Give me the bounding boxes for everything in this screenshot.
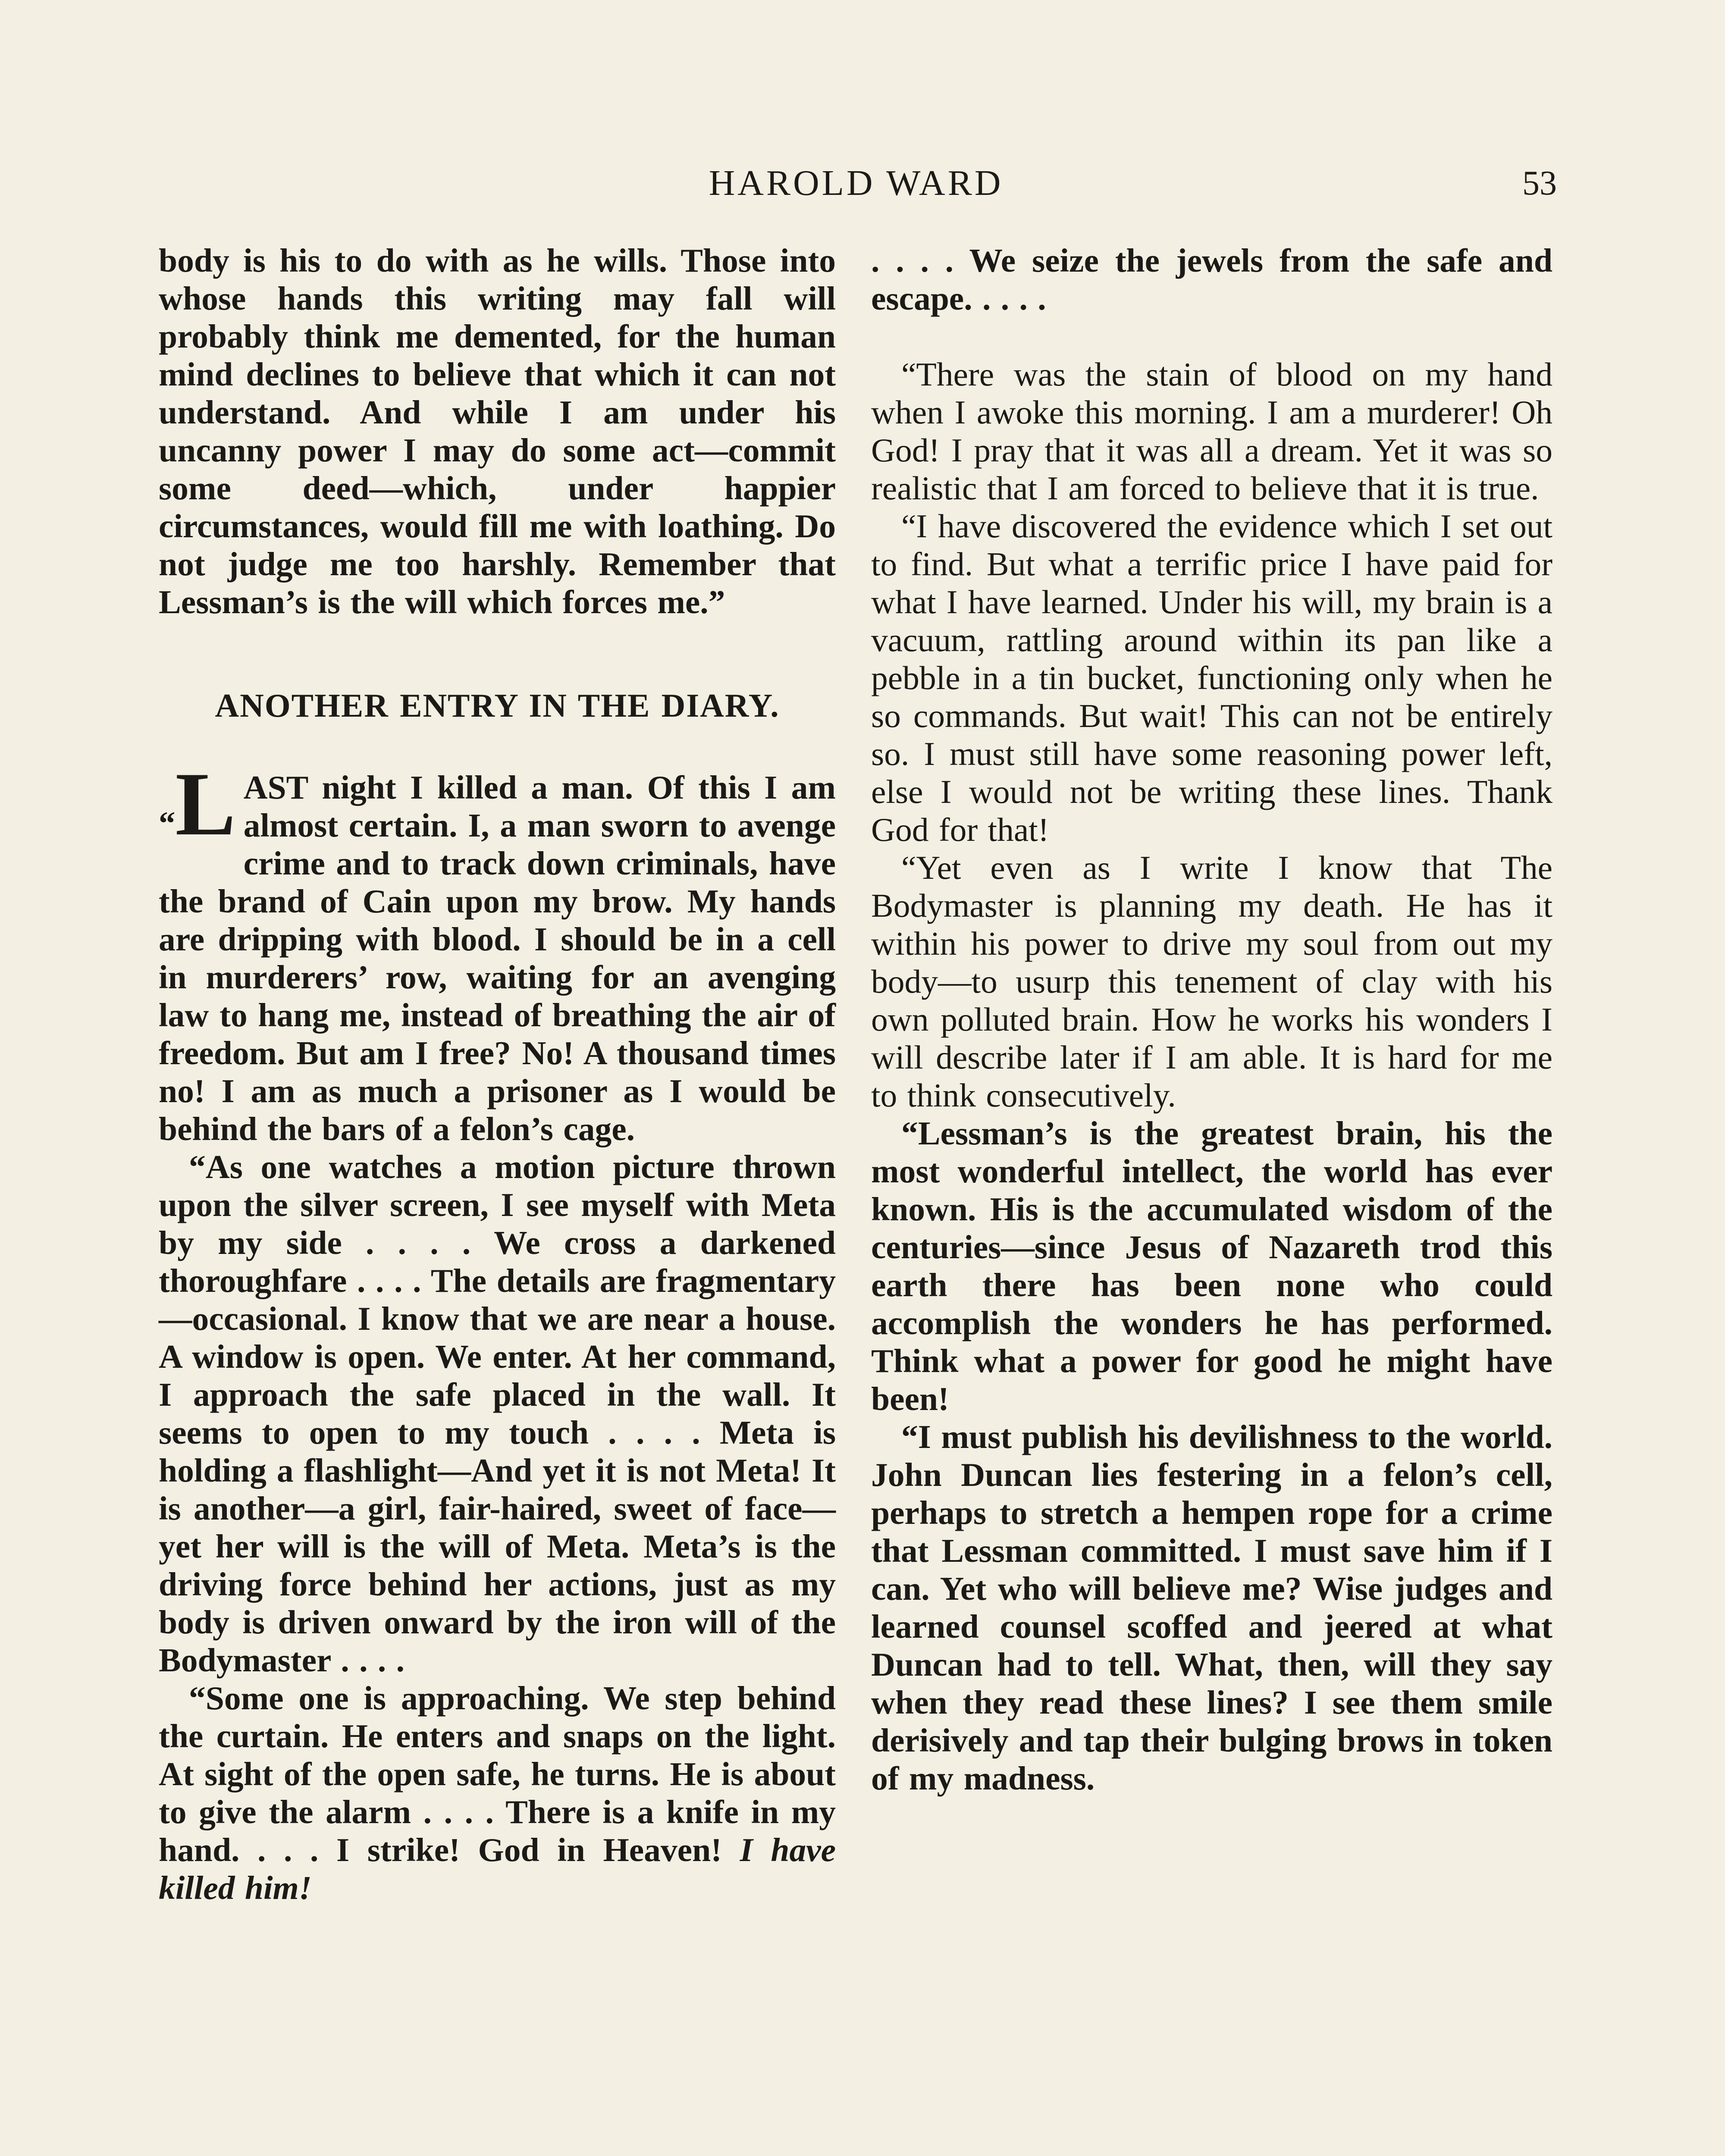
running-title: HAROLD WARD (709, 163, 1004, 203)
left-column (159, 241, 836, 1907)
running-head (155, 157, 1557, 209)
drop-cap (159, 754, 236, 856)
right-column (871, 241, 1552, 1797)
page-number: 53 (1522, 164, 1557, 202)
paragraph-continued: . . . . We seize the jewels from the safe and escape. . . . . (871, 242, 1552, 317)
emphasized-text: I have killed him! (159, 1831, 836, 1906)
paragraph (159, 1679, 836, 1907)
drop-cap-letter: L (175, 754, 236, 854)
drop-cap-quote: “ (159, 805, 176, 842)
paragraph: “As one watches a motion picture thrown upon the silver screen, I see myself with Meta by my side . . . . We cross a darkened thoroughfare . . . . The details are fragmentary—occasional. I know that we are near a house. A window is open. We enter. At her command, I approach the safe placed in the wall. It seems to open to my touch . . . . Meta is holding a flashlight—And yet it is not Meta! It is another—a girl, fair-haired, sweet of face—yet her will is the will of Meta. Meta’s is the driving force behind her actions, just as my body is driven onward by the iron will of the Bodymaster . . . . (159, 1148, 836, 1679)
section-heading: ANOTHER ENTRY IN THE DIARY. (215, 687, 780, 724)
paragraph-drop-cap (159, 754, 836, 1148)
paragraph: “There was the stain of blood on my hand when I awoke this morning. I am a murderer! Oh God! I pray that it was all a dream. Yet it was so realistic that I am forced to believe that it is true. (871, 356, 1552, 507)
paragraph-text: AST night I killed a man. Of this I am almost certain. I, a man sworn to avenge crime and to track down criminals, have the brand of Cain upon my brow. My hands are dripping with blood. I should be in a cell in murderers’ row, waiting for an avenging law to hang me, instead of breathing the air of freedom. But am I free? No! A thousand times no! I am as much a prisoner as I would be behind the bars of a felon’s cage. (159, 769, 836, 1147)
paragraph-continued: body is his to do with as he wills. Those into whose hands this writing may fall will probably think me demented, for the human mind declines to believe that which it can not understand. And while I am under his uncanny power I may do some act—commit some deed—which, under happier circumstances, would fill me with loathing. Do not judge me too harshly. Remember that Lessman’s is the will which forces me.” (159, 242, 836, 620)
paragraph: “Lessman’s is the greatest brain, his the most wonderful intellect, the world has ever known. His is the accumulated wisdom of the centuries—since Jesus of Nazareth trod this earth there has been none who could accomplish the wonders he has performed. Think what a power for good he might have been! (871, 1115, 1552, 1417)
paragraph: “I must publish his devilishness to the world. John Duncan lies festering in a felon’s cell, perhaps to stretch a hempen rope for a crime that Lessman committed. I must save him if I can. Yet who will believe me? Wise judges and learned counsel scoffed and jeered at what Duncan had to tell. What, then, will they say when they read these lines? I see them smile derisively and tap their bulging brows in token of my madness. (871, 1418, 1552, 1797)
paragraph-text: “Some one is approaching. We step behind the curtain. He enters and snaps on the light. At sight of the open safe, he turns. He is about to give the alarm . . . . There is a knife in my hand. . . . I strike! God in Heaven! (159, 1680, 836, 1868)
paragraph: “Yet even as I write I know that The Bodymaster is planning my death. He has it within his power to drive my soul from out my body—to usurp this tenement of clay with his own polluted brain. How he works his wonders I will describe later if I am able. It is hard for me to think consecutively. (871, 849, 1552, 1114)
paragraph: “I have discovered the evidence which I set out to find. But what a terrific price I have paid for what I have learned. Under his will, my brain is a vacuum, rattling around within its pan like a pebble in a tin bucket, functioning only when he so commands. But wait! This can not be entirely so. I must still have some reasoning power left, else I would not be writing these lines. Thank God for that! (871, 508, 1552, 848)
